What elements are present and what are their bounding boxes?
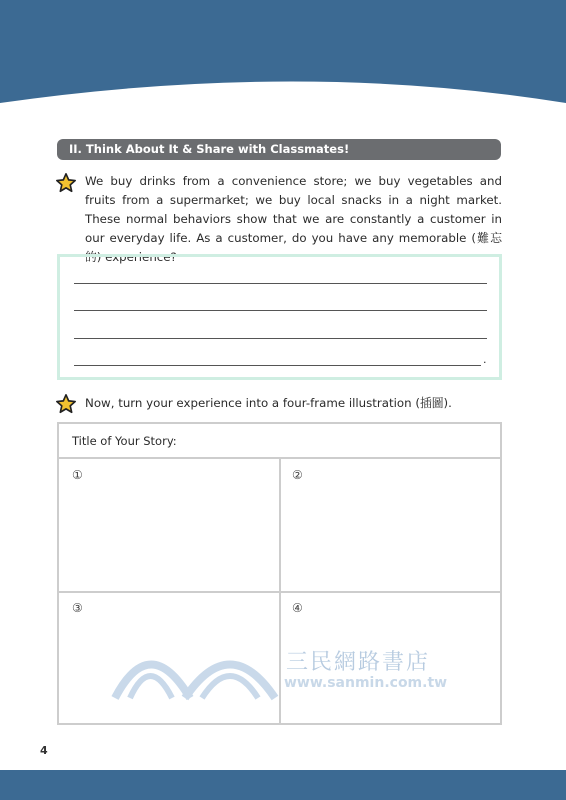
- footer-band: [0, 770, 566, 800]
- activity1-prompt: We buy drinks from a convenience store; we buy vegetables and fruits from a supermarket; we buy local snacks in a night market. These normal behaviors show that we are constantly a customer in our everyday life. As a customer, do you have any memorable (難忘的) experience?: [85, 174, 502, 264]
- section-header: [57, 139, 501, 160]
- watermark-chinese-text: 三民網路書店: [286, 650, 431, 675]
- frame-3-number: ③: [72, 601, 83, 615]
- story-title-field[interactable]: [59, 424, 500, 459]
- star-icon: [55, 172, 77, 194]
- frame-1-number: ①: [72, 468, 83, 482]
- answer-line[interactable]: [74, 365, 481, 366]
- frame-4-number: ④: [292, 601, 303, 615]
- watermark-url: www.sanmin.com.tw: [284, 675, 448, 691]
- frame-divider-horizontal: [59, 591, 500, 593]
- story-title-label: Title of Your Story:: [72, 434, 177, 448]
- answer-end-mark: .: [483, 353, 487, 366]
- page-number: 4: [40, 744, 48, 757]
- header-wave-band: [0, 0, 566, 110]
- answer-line[interactable]: [74, 283, 487, 284]
- star-icon: [55, 393, 77, 415]
- answer-box[interactable]: [57, 254, 502, 380]
- answer-line[interactable]: [74, 310, 487, 311]
- answer-line[interactable]: [74, 338, 487, 339]
- section-title: II. Think About It & Share with Classmates!: [69, 142, 350, 156]
- activity2-prompt: Now, turn your experience into a four-frame illustration (插圖).: [85, 396, 452, 410]
- frame-2-number: ②: [292, 468, 303, 482]
